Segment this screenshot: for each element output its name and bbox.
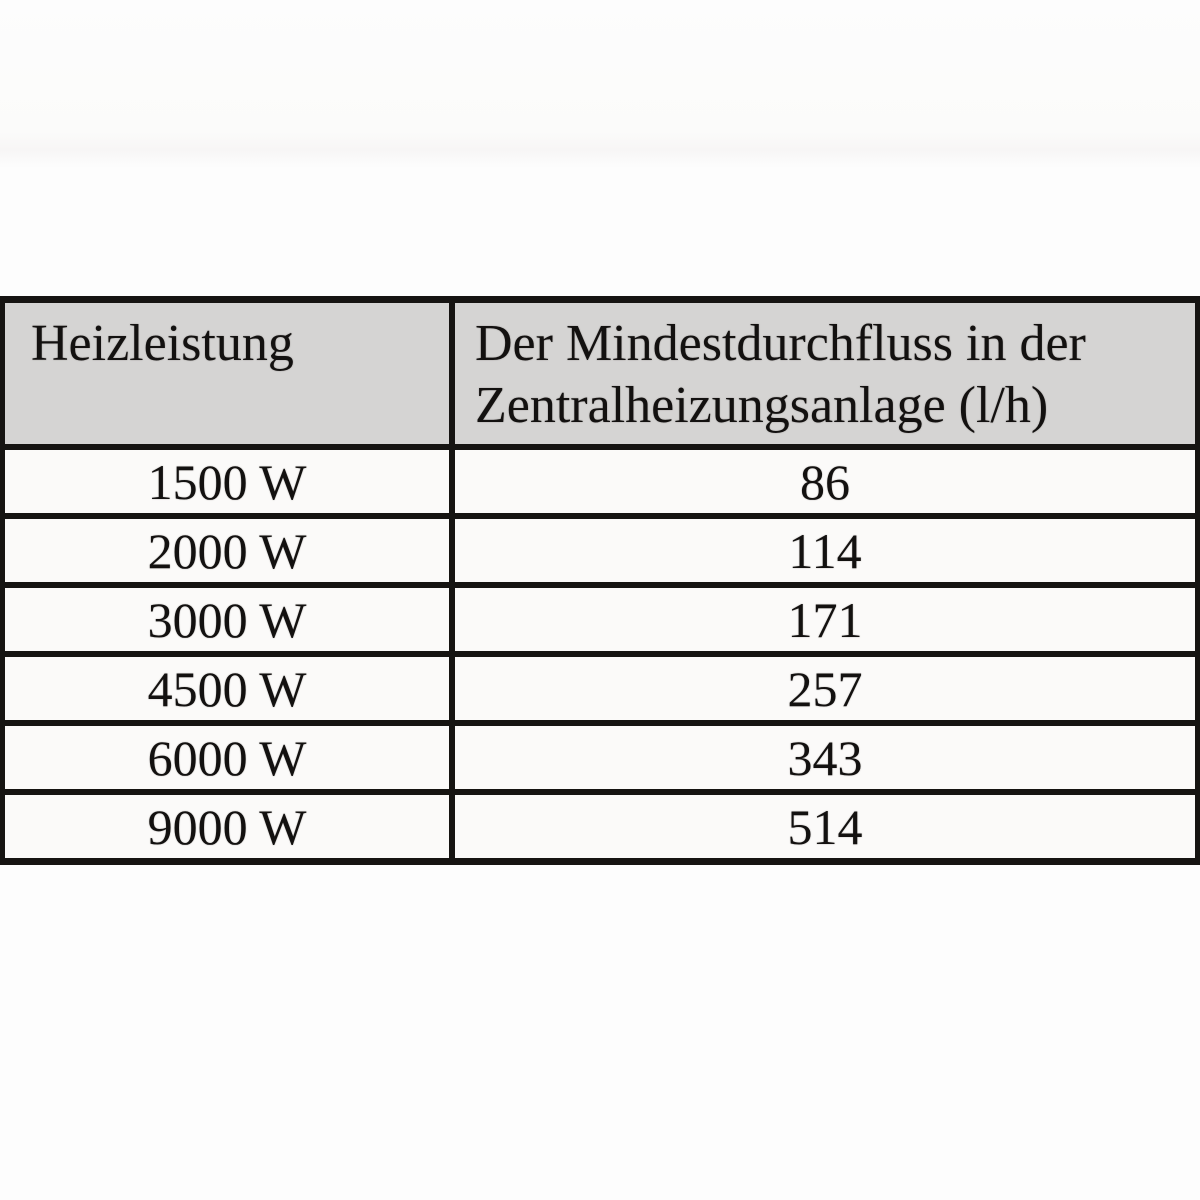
- table-row: [5, 795, 1195, 858]
- cell-power: 4500 W: [5, 657, 455, 720]
- cell-flow: 343: [787, 729, 863, 786]
- cell-flow: 114: [788, 522, 862, 579]
- table-row: [5, 519, 1195, 588]
- cell-power: 6000 W: [5, 726, 455, 789]
- cell-flow: 514: [787, 798, 863, 855]
- header-cell-heizleistung: Heizleistung: [5, 303, 455, 444]
- header-cell-mindestdurchfluss: Der Mindestdurchfluss in der Zentralheizungsanlage (l/h): [475, 315, 1086, 434]
- table-header-row: [5, 303, 1195, 450]
- cell-flow: 86: [800, 453, 850, 510]
- cell-power: 1500 W: [5, 450, 455, 513]
- cell-power: 3000 W: [5, 588, 455, 651]
- cell-flow: 257: [787, 660, 863, 717]
- cell-power: 9000 W: [5, 795, 455, 858]
- table-row: [5, 657, 1195, 726]
- table-row: [5, 588, 1195, 657]
- cell-flow: 171: [787, 591, 863, 648]
- table-row: [5, 726, 1195, 795]
- table-row: [5, 450, 1195, 519]
- heating-flow-table: [0, 296, 1200, 865]
- cell-power: 2000 W: [5, 519, 455, 582]
